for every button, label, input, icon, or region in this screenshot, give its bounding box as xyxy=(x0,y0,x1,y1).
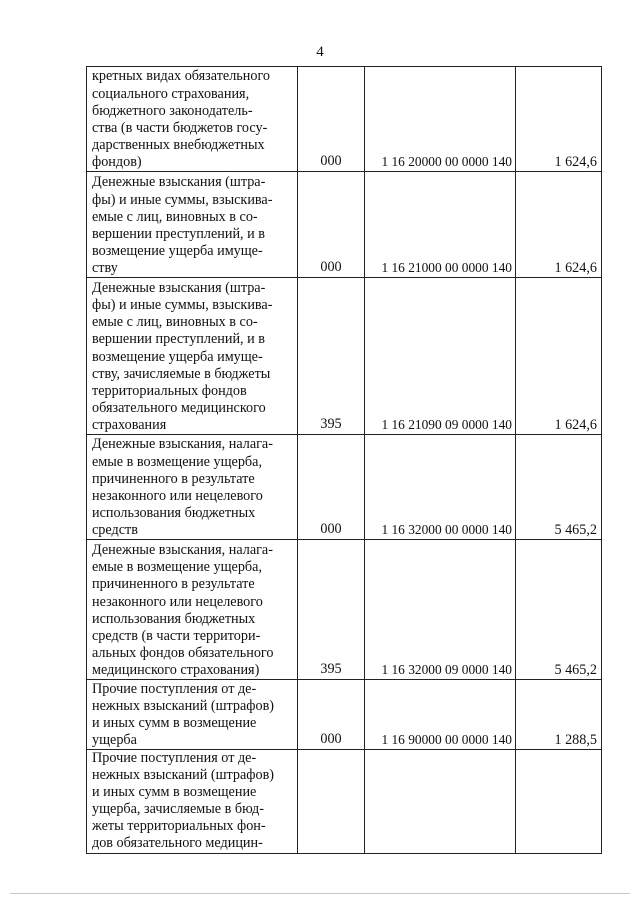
revenue-name-line: Прочие поступления от де- xyxy=(92,750,257,766)
table-row xyxy=(87,435,602,540)
revenue-name-line: кретных видах обязательного xyxy=(92,68,271,85)
revenue-name-line: нежных взысканий (штрафов) xyxy=(92,697,275,714)
revenue-name-line: жеты территориальных фон- xyxy=(92,818,266,835)
amount-cell: 1 288,5 xyxy=(516,680,602,750)
revenue-name-line: страхования xyxy=(92,416,167,433)
revenue-name-line: социального страхования, xyxy=(92,85,250,102)
revenue-name-line: возмещение ущерба имуще- xyxy=(92,348,263,365)
revenue-name-line: нежных взысканий (штрафов) xyxy=(92,767,275,784)
table-row xyxy=(87,67,602,172)
revenue-name-line: емые с лиц, виновных в со- xyxy=(92,208,258,225)
amount-cell: 1 624,6 xyxy=(516,172,602,278)
admin-code-cell: 395 xyxy=(298,278,365,435)
budget-code-cell xyxy=(365,750,516,854)
revenue-name-line: емые в возмещение ущерба, xyxy=(92,559,262,576)
revenue-name-cell xyxy=(87,750,298,854)
revenue-name-line: фы) и иные суммы, взыскива- xyxy=(92,297,273,314)
revenue-name-line: и иных сумм в возмещение xyxy=(92,714,257,731)
revenue-name-line: Денежные взыскания, налага- xyxy=(92,436,273,453)
revenue-name-line: ущерба, зачисляемые в бюд- xyxy=(92,801,264,818)
revenue-name-line: дарственных внебюджетных xyxy=(92,136,265,153)
admin-code-cell: 000 xyxy=(298,435,365,540)
revenue-name-line: ству, зачисляемые в бюджеты xyxy=(92,365,271,382)
budget-code-cell: 1 16 32000 00 0000 140 xyxy=(365,435,516,540)
revenue-name-line: средств (в части территори- xyxy=(92,627,261,644)
amount-cell xyxy=(516,750,602,854)
revenue-name-line: незаконного или нецелевого xyxy=(92,487,263,504)
revenue-table-body xyxy=(87,67,602,854)
budget-code-cell: 1 16 90000 00 0000 140 xyxy=(365,680,516,750)
revenue-name-line: и иных сумм в возмещение xyxy=(92,784,257,801)
revenue-name-line: использования бюджетных xyxy=(92,504,256,521)
revenue-name-line: причиненного в результате xyxy=(92,470,255,487)
revenue-name-line: ства (в части бюджетов госу- xyxy=(92,119,268,136)
revenue-name-line: фы) и иные суммы, взыскива- xyxy=(92,191,273,208)
revenue-name-line: обязательного медицинского xyxy=(92,399,266,416)
page-bottom-rule xyxy=(10,893,630,894)
table-row xyxy=(87,172,602,278)
table-row xyxy=(87,278,602,435)
revenue-name-line: Денежные взыскания (штра- xyxy=(92,280,266,297)
revenue-name-line: территориальных фондов xyxy=(92,382,247,399)
revenue-name-line: незаконного или нецелевого xyxy=(92,593,263,610)
revenue-name-cell xyxy=(87,680,298,750)
revenue-name-line: дов обязательного медицин- xyxy=(92,835,263,852)
amount-cell: 1 624,6 xyxy=(516,67,602,172)
revenue-name-line: средств xyxy=(92,521,138,538)
revenue-name-cell xyxy=(87,540,298,680)
table-row xyxy=(87,680,602,750)
revenue-name-line: причиненного в результате xyxy=(92,576,255,593)
admin-code-cell: 395 xyxy=(298,540,365,680)
revenue-name-line: вершении преступлений, и в xyxy=(92,225,265,242)
revenue-name-line: альных фондов обязательного xyxy=(92,644,274,661)
budget-code-cell: 1 16 21090 09 0000 140 xyxy=(365,278,516,435)
revenue-name-line: бюджетного законодатель- xyxy=(92,102,253,119)
amount-cell: 5 465,2 xyxy=(516,435,602,540)
revenue-name-line: Прочие поступления от де- xyxy=(92,680,257,697)
revenue-name-line: емые с лиц, виновных в со- xyxy=(92,314,258,331)
revenue-name-line: Денежные взыскания (штра- xyxy=(92,174,266,191)
revenue-name-line: медицинского страхования) xyxy=(92,661,260,678)
revenue-name-cell xyxy=(87,435,298,540)
admin-code-cell: 000 xyxy=(298,680,365,750)
budget-code-cell: 1 16 32000 09 0000 140 xyxy=(365,540,516,680)
revenue-name-line: емые в возмещение ущерба, xyxy=(92,453,262,470)
revenue-name-line: ущерба xyxy=(92,731,137,748)
revenue-name-line: возмещение ущерба имуще- xyxy=(92,242,263,259)
revenue-name-cell xyxy=(87,67,298,172)
admin-code-cell: 000 xyxy=(298,67,365,172)
amount-cell: 5 465,2 xyxy=(516,540,602,680)
revenue-name-line: вершении преступлений, и в xyxy=(92,331,265,348)
revenue-table xyxy=(86,66,602,854)
revenue-name-cell xyxy=(87,172,298,278)
revenue-name-line: использования бюджетных xyxy=(92,610,256,627)
budget-code-cell: 1 16 20000 00 0000 140 xyxy=(365,67,516,172)
amount-cell: 1 624,6 xyxy=(516,278,602,435)
revenue-name-line: Денежные взыскания, налага- xyxy=(92,542,273,559)
admin-code-cell xyxy=(298,750,365,854)
page-number: 4 xyxy=(316,44,324,60)
admin-code-cell: 000 xyxy=(298,172,365,278)
table-row xyxy=(87,540,602,680)
revenue-name-cell xyxy=(87,278,298,435)
revenue-name-line: фондов) xyxy=(92,153,142,170)
budget-code-cell: 1 16 21000 00 0000 140 xyxy=(365,172,516,278)
revenue-name-line: ству xyxy=(92,259,118,276)
table-row xyxy=(87,750,602,854)
